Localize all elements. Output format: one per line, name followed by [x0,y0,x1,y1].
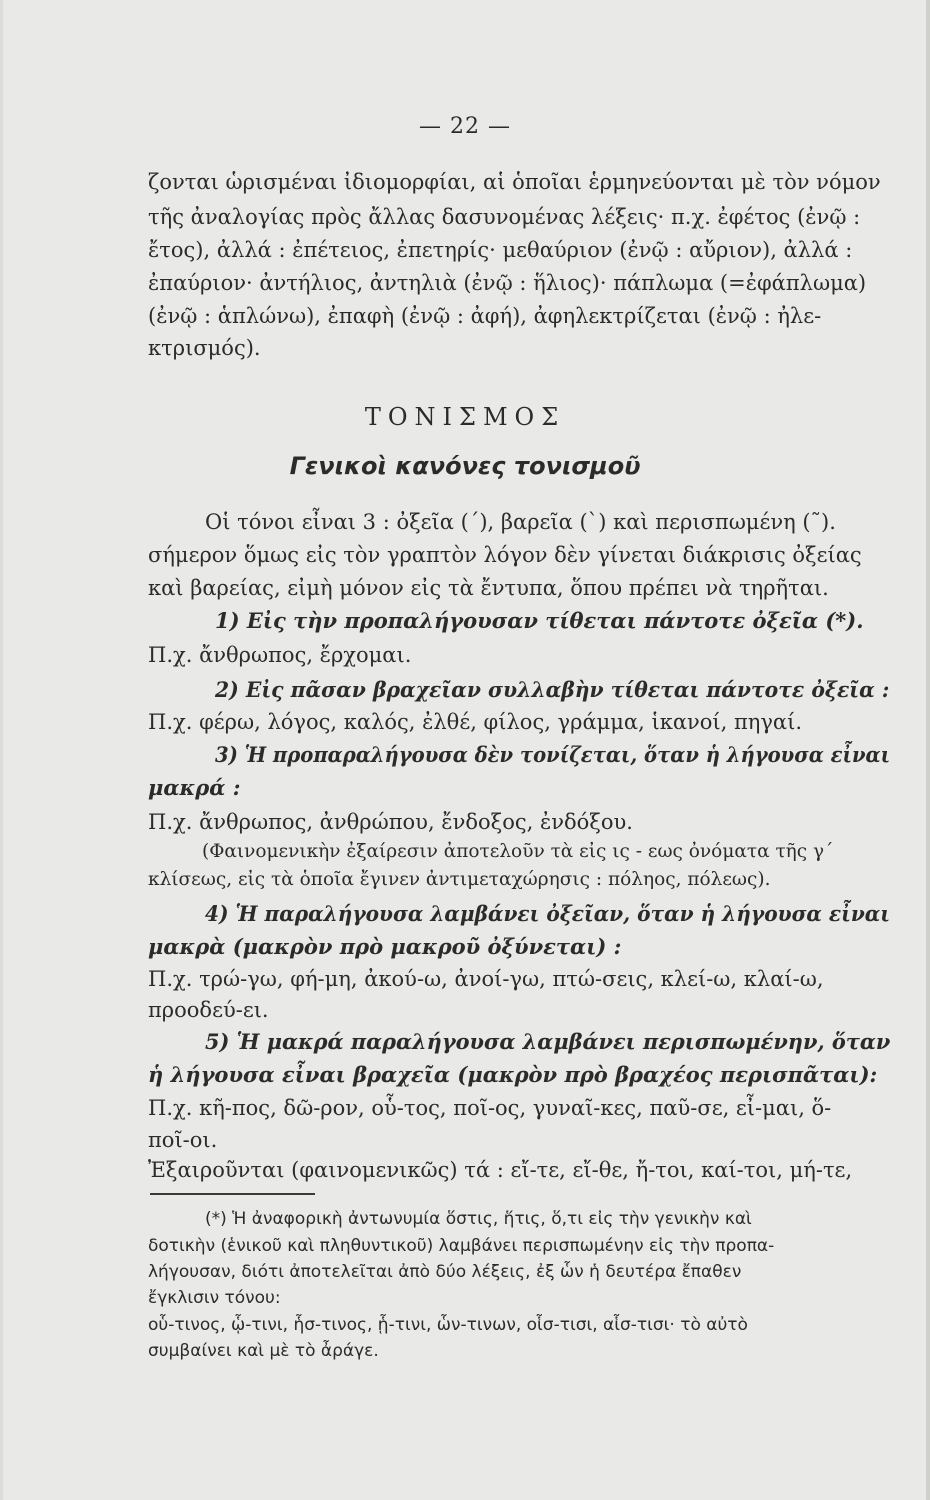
page-edge-right [926,0,930,1500]
example-line: Π.χ. φέρω, λόγος, καλός, ἐλθέ, φίλος, γράμμα, ἱκανοί, πηγαί. [148,710,803,734]
section-title: ΤΟΝΙΣΜΟΣ [364,403,566,431]
example-continued: προοδεύ-ει. [148,998,269,1022]
example-line: Π.χ. ἄνθρωπος, ἔρχομαι. [148,643,412,667]
page-number: — 22 — [419,114,511,139]
footnote-line: συμβαίνει καὶ μὲ τὸ ἆράγε. [148,1341,379,1361]
page-edge-left [0,0,3,1500]
footnote-line: οὗ-τινος, ᾧ-τινι, ἧσ-τινος, ᾗ-τινι, ὧν-τινων, οἷσ-τισι, αἷσ-τισι· τὸ αὐτὸ [148,1315,748,1335]
example-line: Π.χ. ἄνθρωπος, ἀνθρώπου, ἔνδοξος, ἐνδόξου. [148,810,633,834]
footnote-line: δοτικὴν (ἑνικοῦ καὶ πληθυντικοῦ) λαμβάνει περισπωμένην εἰς τὴν προπα- [148,1236,775,1256]
footnote-line: ἔγκλισιν τόνου: [148,1288,281,1308]
intro-line: ἐπαύριον· ἀντήλιος, ἀντηλιὰ (ἐνῷ : ἥλιος)· πάπλωμα (=ἐφάπλωμα) [148,271,867,295]
exceptions-line: Ἐξαιροῦνται (φαινομενικῶς) τά : εἴ-τε, εἴ-θε, ἤ-τοι, καί-τοι, μή-τε, [148,1158,853,1182]
footnote-line: (*) Ἡ ἀναφορικὴ ἀντωνυμία ὅστις, ἥτις, ὅ,τι εἰς τὴν γενικὴν καὶ [205,1209,752,1229]
intro-line: ζονται ὡρισμέναι ἰδιομορφίαι, αἱ ὁποῖαι ἑρμηνεύονται μὲ τὸν νόμον [148,170,881,194]
rule-1: 1) Εἰς τὴν προπαλήγουσαν τίθεται πάντοτε ὀξεῖα (*). [215,608,864,633]
example-line: Π.χ. τρώ-γω, φή-μη, ἀκού-ω, ἀνοί-γω, πτώ-σεις, κλεί-ω, κλαί-ω, [148,967,824,991]
body-line: Οἱ τόνοι εἶναι 3 : ὀξεῖα (΄), βαρεῖα (`) καὶ περισπωμένη (῀). [205,510,836,534]
rule-4-continued: μακρὰ (μακρὸν πρὸ μακροῦ ὀξύνεται) : [148,934,622,959]
footnote-divider [150,1193,315,1195]
rule-2: 2) Εἰς πᾶσαν βραχεῖαν συλλαβὴν τίθεται πάντοτε ὀξεῖα : [215,677,890,702]
section-subtitle: Γενικοὶ κανόνες τονισμοῦ [289,452,641,480]
footnote-line: λήγουσαν, διότι ἀποτελεῖται ἀπὸ δύο λέξεις, ἐξ ὧν ἡ δευτέρα ἔπαθεν [148,1262,742,1282]
rule-4: 4) Ἡ παραλήγουσα λαμβάνει ὀξεῖαν, ὅταν ἡ λήγουσα εἶναι [205,901,891,926]
example-line: Π.χ. κῆ-πος, δῶ-ρον, οὗ-τος, ποῖ-ος, γυναῖ-κες, παῦ-σε, εἶ-μαι, ὅ- [148,1096,832,1120]
rule-3: 3) Ἡ προπαραλήγουσα δὲν τονίζεται, ὅταν ἡ λήγουσα εἶναι [215,742,891,767]
rule-5-continued: ἡ λήγουσα εἶναι βραχεῖα (μακρὸν πρὸ βραχέος περισπᾶται): [148,1062,878,1087]
intro-line: (ἐνῷ : ἁπλώνω), ἐπαφὴ (ἐνῷ : ἀφή), ἀφηλεκτρίζεται (ἐνῷ : ἠλε- [148,304,822,328]
rule-3-continued: μακρά : [148,775,241,800]
note-line: (Φαινομενικὴν ἐξαίρεσιν ἀποτελοῦν τὰ εἰς ις - εως ὀνόματα τῆς γ΄ [202,841,834,862]
note-line: κλίσεως, εἰς τὰ ὁποῖα ἔγινεν ἀντιμεταχώρησις : πόληος, πόλεως). [148,869,771,890]
intro-line: κτρισμός). [148,336,261,360]
rule-5: 5) Ἡ μακρά παραλήγουσα λαμβάνει περισπωμένην, ὅταν [205,1029,891,1054]
intro-line: ἔτος), ἀλλά : ἐπέτειος, ἐπετηρίς· μεθαύριον (ἐνῷ : αὔριον), ἀλλά : [148,238,853,262]
intro-line: τῆς ἀναλογίας πρὸς ἄλλας δασυνομένας λέξεις· π.χ. ἐφέτος (ἐνῷ : [148,205,861,229]
body-line: καὶ βαρείας, εἰμὴ μόνον εἰς τὰ ἔντυπα, ὅπου πρέπει νὰ τηρῆται. [148,576,829,600]
example-continued: ποῖ-οι. [148,1128,218,1152]
body-line: σήμερον ὅμως εἰς τὸν γραπτὸν λόγον δὲν γίνεται διάκρισις ὀξείας [148,543,862,567]
